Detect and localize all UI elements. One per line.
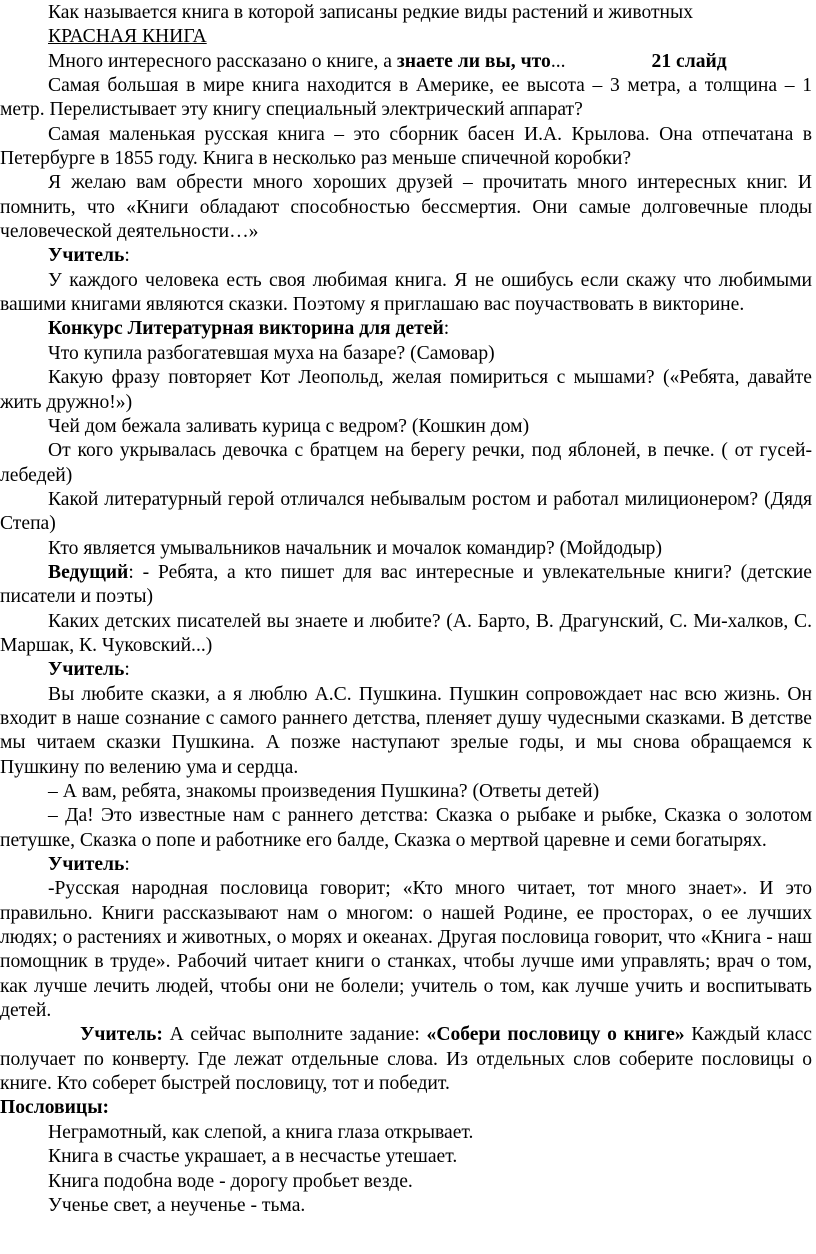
teacher-label: Учитель	[48, 245, 125, 267]
colon: :	[443, 318, 450, 340]
task-text: А сейчас выполните задание:	[162, 1024, 427, 1046]
paragraph-biggest-book: Самая большая в мире книга находится в Америке, ее высота – 3 метра, а толщина – 1 метр. Перелистывает эту книгу специальный электрический аппарат?	[0, 75, 812, 121]
question-line: Как называется книга в которой записаны редкие виды растений и животных	[48, 2, 694, 23]
did-you-know: знаете ли вы, что	[396, 50, 551, 72]
ellipsis: ...	[550, 50, 566, 72]
proverb-2: Книга в счастье украшает, а в несчастье утешает.	[48, 1146, 458, 1168]
proverbs-heading	[0, 1096, 812, 1120]
proverb-1: Неграмотный, как слепой, а книга глаза открывает.	[48, 1121, 474, 1143]
quiz-question-4: От кого укрывалась девочка с братцем на берегу речки, под яблоней, в печке. ( от гусей-лебедей)	[0, 440, 812, 486]
contest-heading	[0, 317, 812, 341]
slide-number: 21 слайд	[651, 50, 727, 72]
quiz-question-2: Какую фразу повторяет Кот Леопольд, желая помириться с мышами? («Ребята, давайте жить дружно!»)	[0, 367, 812, 413]
teacher-label: Учитель	[48, 659, 125, 681]
speaker-teacher-1	[0, 244, 812, 268]
proverb-3: Книга подобна воде - дорогу пробьет везде.	[48, 1170, 413, 1192]
intro-text: Много интересного рассказано о книге, а	[48, 50, 397, 72]
intro-line	[0, 50, 812, 74]
paragraph-wish: Я желаю вам обрести много хороших друзей – прочитать много интересных книг. И помнить, что «Книги обладают способностью бессмертия. Они самые долговечные плоды человеческой деятельности…»	[0, 172, 812, 243]
host-text: : - Ребята, а кто пишет для вас интересные и увлекательные книги? (детские писатели и поэты)	[0, 561, 812, 608]
quiz-question-3: Чей дом бежала заливать курица с ведром? (Кошкин дом)	[48, 415, 530, 437]
host-label: Ведущий	[48, 561, 129, 583]
task-instructions: Каждый класс получает по конверту. Где лежат отдельные слова. Из отдельных слов соберите пословицы о книге. Кто соберет быстрей пословицу, тот и победит.	[0, 1024, 812, 1095]
quiz-question-7: Каких детских писателей вы знаете и любите? (А. Барто, В. Драгунский, С. Ми-халков, С. Маршак, К. Чуковский...)	[0, 610, 812, 656]
paragraph-proverb: -Русская народная пословица говорит; «Кто много читает, тот много знает». И это правильно. Книги рассказывают нам о многом: о нашей Родине, ее просторах, о ее лучших людях; о растениях и животных, о морях и океанах. Другая пословица говорит, что «Книга - наш помощник в труде». Рабочий читает книги о станках, чтобы лучше ими управлять; врач о том, как лучше лечить людей, чтобы они не болели; учитель о том, как лучше учить и воспитывать детей.	[0, 878, 812, 1022]
quiz-question-1: Что купила разбогатевшая муха на базаре? (Самовар)	[48, 342, 495, 364]
colon: :	[124, 854, 130, 876]
quiz-question-6: Кто является умывальников начальник и мочалок командир? (Мойдодыр)	[48, 537, 662, 559]
colon: :	[124, 245, 130, 267]
task-title: «Собери пословицу о книге»	[426, 1024, 685, 1046]
contest-title: Конкурс Литературная викторина для детей	[48, 318, 444, 340]
paragraph-task	[0, 1023, 812, 1096]
paragraph-pushkin: Вы любите сказки, а я люблю А.С. Пушкина. Пушкин сопровождает нас всю жизнь. Он входит в наше сознание с самого раннего детства, пленяет душу чудесными сказками. В детстве мы читаем сказки Пушкина. А позже наступают зрелые годы, и мы снова обращаемся к Пушкину по велению ума и сердца.	[0, 683, 812, 778]
red-book-answer	[0, 25, 812, 49]
paragraph-pushkin-tales: – Да! Это известные нам с раннего детства: Сказка о рыбаке и рыбке, Сказка о золотом петушке, Сказка о попе и работнике его балде, Сказка о мертвой царевне и семи богатырях.	[0, 805, 812, 851]
teacher-label: Учитель	[48, 854, 125, 876]
quiz-question-5: Какой литературный герой отличался небывалым ростом и работал милиционером? (Дядя Степа)	[0, 488, 812, 535]
colon: :	[124, 659, 130, 681]
paragraph-favorite-book: У каждого человека есть своя любимая книга. Я не ошибусь если скажу что любимыми вашими книгами являются сказки. Поэтому я приглашаю вас поучаствовать в викторине.	[0, 269, 812, 316]
speaker-teacher-2	[0, 658, 812, 682]
paragraph-smallest-book: Самая маленькая русская книга – это сборник басен И.А. Крылова. Она отпечатана в Петербурге в 1855 году. Книга в несколько раз меньше спичечной коробки?	[0, 123, 812, 170]
host-line	[0, 561, 812, 610]
teacher-label: Учитель:	[80, 1024, 163, 1046]
speaker-teacher-3	[0, 853, 812, 877]
proverbs-label: Пословицы:	[0, 1097, 110, 1119]
paragraph-pushkin-question: – А вам, ребята, знакомы произведения Пушкина? (Ответы детей)	[48, 781, 600, 802]
proverb-4: Ученье свет, а неученье - тьма.	[48, 1194, 306, 1216]
red-book-title: КРАСНАЯ КНИГА	[48, 26, 207, 48]
